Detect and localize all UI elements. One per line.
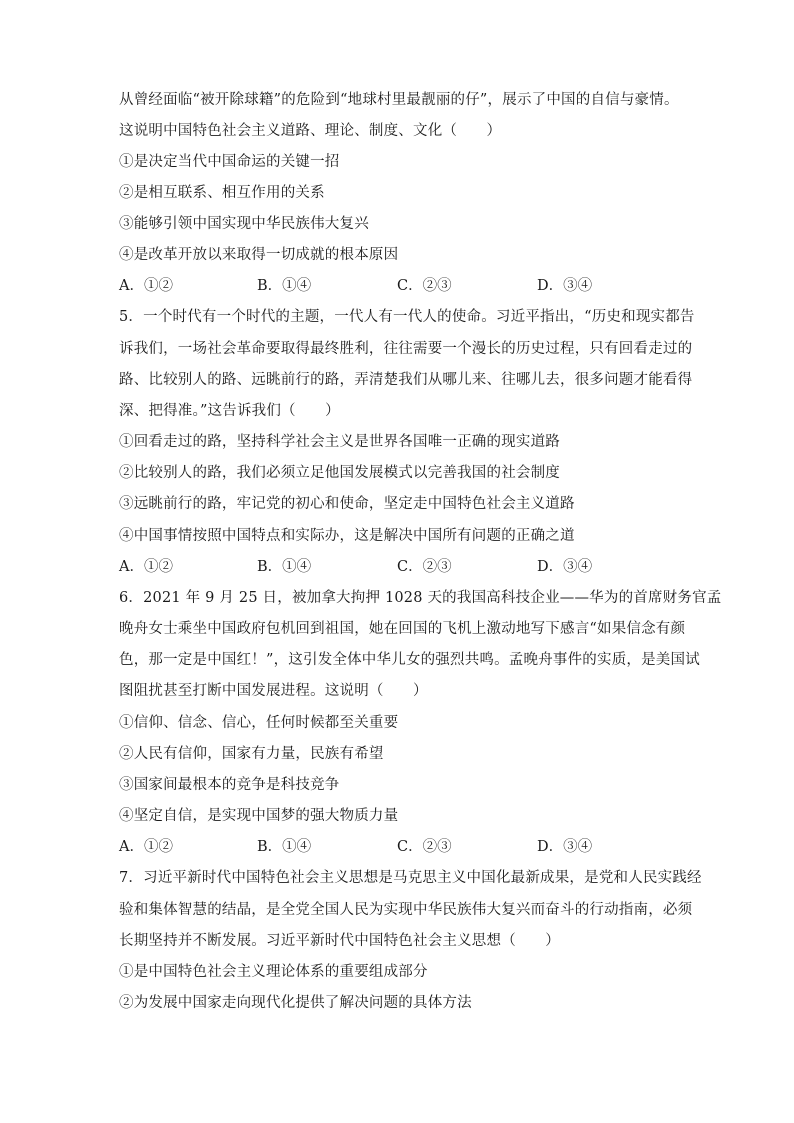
q5-stem-line-2: 诉我们，一场社会革命要取得最终胜利，往往需要一个漫长的历史过程，只有回看走过的 [119,341,693,357]
q4-option-a[interactable]: A．①② [119,278,173,294]
q6-stem-line-2: 晚舟女士乘坐中国政府包机回到祖国，她在回国的飞机上激动地写下感言“如果信念有颜 [119,621,686,637]
q5-statement-1: ①回看走过的路，坚持科学社会主义是世界各国唯一正确的现实道路 [119,434,560,450]
q6-option-a[interactable]: A．①② [119,839,173,855]
q7-statement-1: ①是中国特色社会主义理论体系的重要组成部分 [119,964,428,980]
q6-statement-4: ④坚定自信，是实现中国梦的强大物质力量 [119,808,399,824]
q4-option-c[interactable]: C．②③ [397,278,452,294]
q4-statement-2: ②是相互联系、相互作用的关系 [119,185,325,201]
q5-option-c[interactable]: C．②③ [397,559,452,575]
q5-stem-line-4: 深、把得准。”这告诉我们（ ） [119,403,340,419]
q4-statement-4: ④是改革开放以来取得一切成就的根本原因 [119,247,399,263]
q7-statement-2: ②为发展中国家走向现代化提供了解决问题的具体方法 [119,995,472,1011]
q6-option-c[interactable]: C．②③ [397,839,452,855]
q4-statement-1: ①是决定当代中国命运的关键一招 [119,154,340,170]
q4-option-b[interactable]: B．①④ [257,278,312,294]
q6-stem-line-4: 图阻扰甚至打断中国发展进程。这说明（ ） [119,683,428,699]
q7-stem-line-1: 7．习近平新时代中国特色社会主义思想是马克思主义中国化最新成果，是党和人民实践经 [119,870,702,886]
q5-stem-line-1: 5．一个时代有一个时代的主题，一代人有一代人的使命。习近平指出，“历史和现实都告 [119,309,695,325]
q5-option-d[interactable]: D．③④ [537,559,593,575]
q5-statement-2: ②比较别人的路，我们必须立足他国发展模式以完善我国的社会制度 [119,465,560,481]
q5-statement-4: ④中国事情按照中国特点和实际办，这是解决中国所有问题的正确之道 [119,528,575,544]
q6-statement-3: ③国家间最根本的竞争是科技竞争 [119,777,340,793]
q5-options [119,557,679,577]
q6-statement-2: ②人民有信仰，国家有力量，民族有希望 [119,746,384,762]
q5-option-b[interactable]: B．①④ [257,559,312,575]
q4-statement-3: ③能够引领中国实现中华民族伟大复兴 [119,216,369,232]
q6-options [119,837,679,857]
q6-option-b[interactable]: B．①④ [257,839,312,855]
q6-option-d[interactable]: D．③④ [537,839,593,855]
q6-stem-line-1: 6．2021 年 9 月 25 日，被加拿大拘押 1028 天的我国高科技企业——华为的首席财务官孟 [119,590,722,606]
q4-options [119,276,679,296]
q7-stem-line-2: 验和集体智慧的结晶，是全党全国人民为实现中华民族伟大复兴而奋斗的行动指南，必须 [119,902,693,918]
q4-stem-line-2: 这说明中国特色社会主义道路、理论、制度、文化（ ） [119,123,502,139]
q6-stem-line-3: 色，那一定是中国红！”，这引发全体中华儿女的强烈共鸣。孟晚舟事件的实质，是美国试 [119,652,700,668]
q6-statement-1: ①信仰、信念、信心，任何时候都至关重要 [119,715,399,731]
q5-statement-3: ③远眺前行的路，牢记党的初心和使命，坚定走中国特色社会主义道路 [119,496,575,512]
q4-option-d[interactable]: D．③④ [537,278,593,294]
q4-stem-line-1: 从曾经面临“被开除球籍”的危险到“地球村里最靓丽的仔”，展示了中国的自信与豪情。 [119,92,679,108]
q5-option-a[interactable]: A．①② [119,559,173,575]
q5-stem-line-3: 路、比较别人的路、远眺前行的路，弄清楚我们从哪儿来、往哪儿去，很多问题才能看得 [119,372,693,388]
q7-stem-line-3: 长期坚持并不断发展。习近平新时代中国特色社会主义思想（ ） [119,933,560,949]
